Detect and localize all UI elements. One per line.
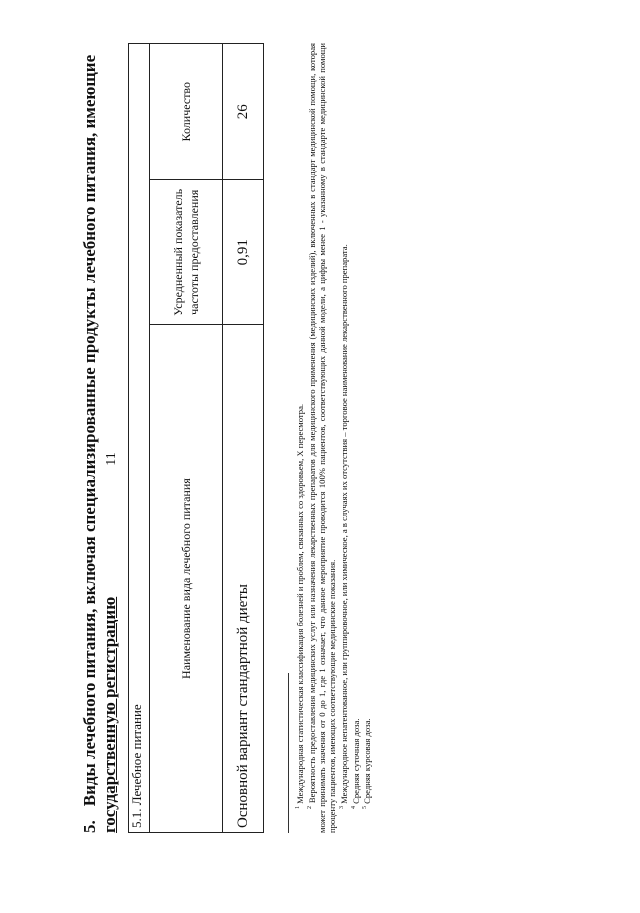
footnote-1: $^1$ Международная статистическая классификация болезней и проблем, связанных со здоровьем, X пересмотра. bbox=[294, 403, 305, 809]
table-header-row bbox=[150, 44, 223, 833]
header-frequency: Усредненный показатель частоты предоставления bbox=[150, 180, 223, 325]
section-title-line1: Виды лечебного питания, включая специализированные продукты лечебного питания, имеющие bbox=[80, 54, 99, 807]
cell-frequency: 0,91 bbox=[223, 180, 264, 325]
page-number: 11 bbox=[104, 452, 119, 466]
nutrition-table-wrap bbox=[128, 43, 264, 833]
rotated-page-content bbox=[80, 33, 640, 833]
footnote-2: $^2$ Вероятность предоставления медицинских услуг или назначения лекарственных препаратов для медицинского применения (медицинских изделий), включенных в стандарт медицинской помощи, которая может принимать значения от 0 до 1, где 1 означает, что данное мероприятие проводится 100% пациентов, соответствующих данной модели, а цифры менее 1 - указанному в стандарте медицинской помощи проценту пациентов, имеющих соответствующие медицинские показания. bbox=[306, 43, 337, 833]
header-nutrition-type: Наименование вида лечебного питания bbox=[150, 325, 223, 833]
footnote-divider bbox=[288, 673, 289, 833]
subsection-title: 5.1. Лечебное питание bbox=[129, 44, 150, 833]
footnotes bbox=[288, 43, 372, 833]
footnote-3: $^3$ Международное непатентованное, или группировочное, или химическое, а в случаях их отсутствия – торговое наименование лекарственного препарата. bbox=[338, 244, 349, 809]
footnote-5: $^5$ Средняя курсовая доза. bbox=[362, 718, 373, 809]
nutrition-table bbox=[128, 43, 264, 833]
cell-quantity: 26 bbox=[223, 44, 264, 180]
footnote-4: $^4$ Средняя суточная доза. bbox=[350, 718, 361, 809]
section-heading bbox=[80, 43, 120, 833]
table-row bbox=[223, 44, 264, 833]
cell-nutrition-name: Основной вариант стандартной диеты bbox=[223, 325, 264, 833]
section-number: 5. bbox=[80, 820, 99, 833]
section-title-line2: государственную регистрацию bbox=[100, 596, 119, 833]
table-subsection-row bbox=[129, 44, 150, 833]
header-quantity: Количество bbox=[150, 44, 223, 180]
